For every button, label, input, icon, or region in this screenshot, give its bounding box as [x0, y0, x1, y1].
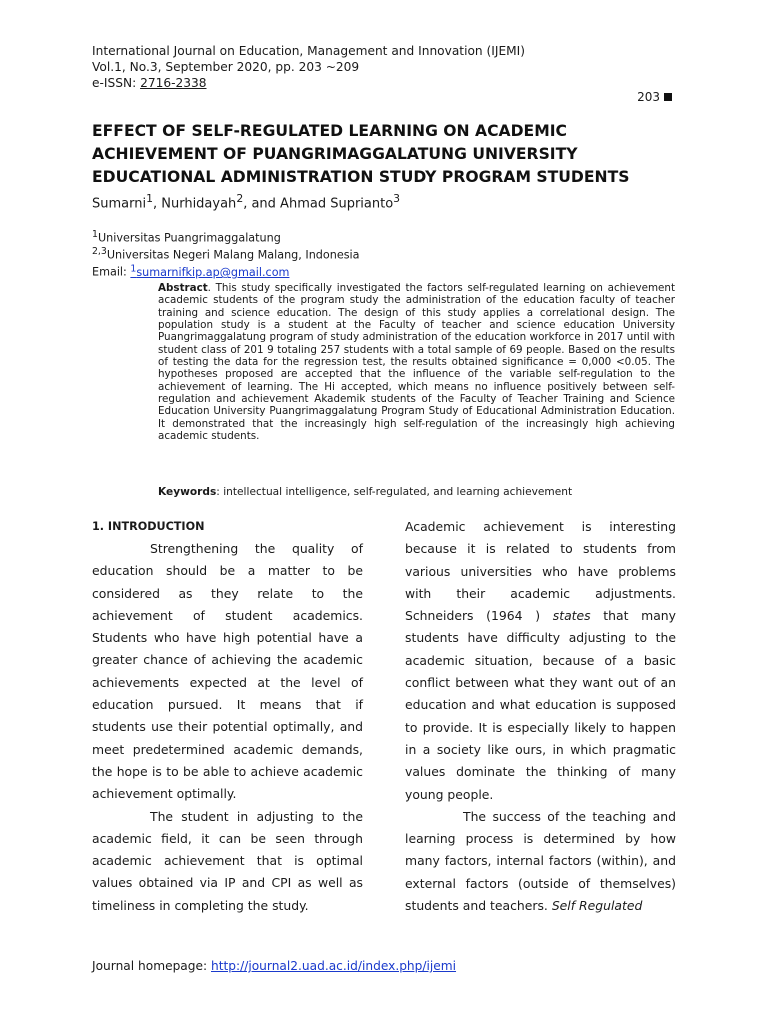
paragraph-text: Academic achievement is interesting because it is related to students from various universities who have problems with their academic adjustments. Schneiders (1964 ) — [405, 519, 676, 624]
affiliation-text: Universitas Negeri Malang Malang, Indonesia — [106, 248, 360, 262]
homepage-label: Journal homepage: — [92, 959, 211, 973]
journal-name: International Journal on Education, Management and Innovation (IJEMI) — [92, 44, 526, 58]
author-name: , and Ahmad Suprianto — [243, 196, 394, 212]
author-sup: 3 — [393, 192, 401, 205]
paragraph: The student in adjusting to the academic field, it can be seen through academic achievement that is optimal values obtained via IP and CPI as well as timeliness in completing the study. — [92, 808, 363, 913]
paragraph: Strengthening the quality of education should be a matter to be considered as they relate to the achievement of student academics. Students who have high potential have a greater chance of achieving the academic achievements expected at the level of education pursued. It means that if students use their potential optimally, and meet predetermined academic demands, the hope is to be able to achieve academic achievement optimally. — [92, 541, 363, 802]
email-line — [92, 262, 360, 279]
email-label: Email: — [92, 266, 131, 280]
keywords-text: : intellectual intelligence, self-regulated, and learning achievement — [216, 486, 573, 498]
journal-header — [92, 43, 525, 91]
eissn-line — [92, 75, 525, 91]
paragraph — [405, 806, 676, 917]
affiliation-1 — [92, 228, 360, 245]
keywords-label: Keywords — [158, 486, 217, 498]
eissn-label: e-ISSN: — [92, 76, 141, 90]
affiliations — [92, 228, 360, 280]
email-sup: 1 — [130, 263, 137, 275]
left-column — [92, 516, 363, 917]
affiliation-sup: 2,3 — [92, 246, 107, 258]
page-number — [637, 90, 672, 104]
homepage-link[interactable]: http://journal2.uad.ac.id/index.php/ijemi — [211, 959, 457, 973]
paragraph-text: The success of the teaching and learning process is determined by how many factors, internal factors (within), and external factors (outside of themselves) students and teachers. — [405, 808, 676, 914]
affiliation-sup: 1 — [92, 229, 98, 240]
paragraph-italic: states — [552, 608, 591, 624]
paper-title: EFFECT OF SELF-REGULATED LEARNING ON ACADEMIC ACHIEVEMENT OF PUANGRIMAGGALATUNG UNIVERSITY EDUCATIONAL ADMINISTRATION STUDY PROGRAM STUDENTS — [92, 122, 630, 186]
volume-info: Vol.1, No.3, September 2020, pp. 203 ~209 — [92, 60, 360, 74]
authors — [92, 192, 400, 211]
abstract — [158, 282, 675, 442]
eissn-link[interactable]: 2716-2338 — [140, 76, 207, 90]
page-number-value: 203 — [637, 90, 660, 104]
abstract-text: . This study specifically investigated the factors self-regulated learning on achievement academic students of the program study the administration of the education faculty of teacher training and science education. The design of this study applies a correlational design. The population study is a student at the Faculty of teacher and science education University Puangrimaggalatung program of study administration of the education workforce in 2017 until with student class of 201 9 totaling 257 students with a total sample of 69 people. Based on the results of testing the data for the regression test, the results obtained significance = 0,000 <0.05. The hypotheses proposed are accepted that the influence of the variable self-regulation to the achievement of learning. The Hi accepted, which means no influence positively between self-regulation and achievement Akademik students of the Faculty of Teacher Training and Science Education University Puangrimaggalatung Program Study of Educational Administration Education. It demonstrated that the increasingly high self-regulation of the increasingly high achieving academic students. — [158, 282, 675, 443]
abstract-label: Abstract — [158, 282, 208, 294]
section-heading: 1. INTRODUCTION — [92, 520, 205, 533]
square-bullet-icon — [664, 93, 672, 101]
affiliation-text: Universitas Puangrimaggalatung — [97, 231, 281, 245]
paragraph-text: that many students have difficulty adjusting to the academic situation, because of a basic conflict between what they want out of an education and what education is supposed to provide. It is especially likely to happen in a society like ours, in which pragmatic values dominate the thinking of many young people. — [405, 608, 676, 802]
affiliation-2 — [92, 245, 360, 262]
paragraph-italic: Self Regulated — [551, 898, 643, 914]
paragraph — [405, 516, 676, 806]
right-column — [405, 516, 676, 917]
keywords — [158, 486, 572, 498]
author-name: Sumarni — [92, 196, 147, 212]
journal-footer — [92, 959, 456, 973]
email-address: sumarnifkip.ap@gmail.com — [136, 266, 290, 280]
email-link[interactable] — [130, 263, 290, 280]
author-sup: 1 — [146, 192, 153, 205]
author-name: , Nurhidayah — [152, 196, 237, 212]
author-sup: 2 — [236, 192, 244, 205]
